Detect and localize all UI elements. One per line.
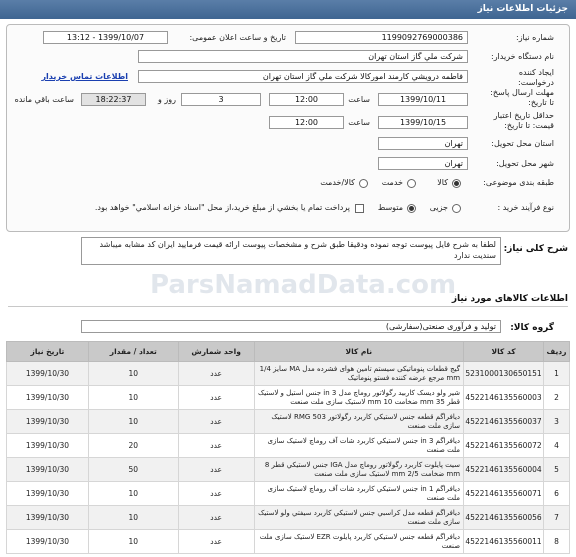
cell-name: گیج قطعات پنوماتیکی سیستم تامین هوای فشرده مدل MA سایز 1/4 mm مرجع عرضه کننده فستو پنوماتیک (254, 362, 463, 386)
cell-quantity: 10 (88, 506, 178, 530)
table-row (7, 362, 570, 386)
cell-code: 4522146135560011 (464, 530, 544, 554)
process-label: نوع فرآیند خرید : (497, 203, 554, 212)
city-field[interactable]: تهران (378, 157, 468, 170)
deadline-time-field[interactable]: 12:00 (269, 93, 344, 106)
validity-time-field[interactable]: 12:00 (269, 116, 344, 129)
col-quantity: تعداد / مقدار (88, 342, 178, 362)
col-code: کد کالا (464, 342, 544, 362)
announce-field[interactable]: 1399/10/07 - 13:12 (43, 31, 168, 44)
col-date: تاریخ نیاز (7, 342, 89, 362)
cell-quantity: 10 (88, 362, 178, 386)
need-number-field[interactable]: 1199092769000386 (295, 31, 468, 44)
cell-name: شیر ولو دیسک کاربید رگولاتور روماچ مدل 3 in جنس استیل و لاستیک قطر 35 mm ضخامت 10 mm لاستیک سازی ملت صنعت (254, 386, 463, 410)
category-option-goods-service: کالا/خدمت (320, 178, 355, 187)
buyer-contact-link[interactable]: اطلاعات تماس خریدار (41, 72, 128, 81)
goods-table-header (7, 342, 570, 362)
validity-date-field[interactable]: 1399/10/15 (378, 116, 468, 129)
cell-code: 5231000130650151 (464, 362, 544, 386)
deadline-date-field[interactable]: 1399/10/11 (378, 93, 468, 106)
cell-date: 1399/10/30 (7, 506, 89, 530)
cell-row: 4 (544, 434, 570, 458)
cell-code: 4522146135560003 (464, 386, 544, 410)
days-field[interactable]: 3 (181, 93, 261, 106)
treasury-checkbox[interactable] (355, 204, 364, 213)
cell-row: 3 (544, 410, 570, 434)
deadline-time-label: ساعت (348, 95, 370, 104)
cell-unit: عدد (178, 386, 254, 410)
cell-code: 4522146135560072 (464, 434, 544, 458)
remaining-label: ساعت باقي مانده (14, 95, 74, 104)
cell-code: 4522146135560004 (464, 458, 544, 482)
category-radio-service[interactable] (407, 179, 416, 188)
cell-row: 7 (544, 506, 570, 530)
cell-unit: عدد (178, 506, 254, 530)
province-field[interactable]: تهران (378, 137, 468, 150)
cell-quantity: 20 (88, 434, 178, 458)
table-row (7, 386, 570, 410)
description-field[interactable]: لطفا به شرح فایل پیوست توجه نموده ودقیقا طبق شرح و مشخصات پیوست ارائه قیمت فرمایید ایران کد مشابه میباشد سندیت ندارد (81, 237, 501, 265)
col-row: ردیف (544, 342, 570, 362)
cell-name: دیافراگم 3 in جنس لاستیکي کاربرد شات آف روماچ لاستیک سازی ملت صنعت (254, 434, 463, 458)
cell-row: 6 (544, 482, 570, 506)
validity-time-label: ساعت (348, 118, 370, 127)
need-number-label: شماره نیاز: (516, 33, 554, 42)
cell-row: 5 (544, 458, 570, 482)
remaining-time-field: 18:22:37 (81, 93, 146, 106)
cell-row: 8 (544, 530, 570, 554)
cell-unit: عدد (178, 530, 254, 554)
table-row (7, 458, 570, 482)
cell-name: دیافراگم قطعه مدل کراسبي جنس لاستیکي کاربرد سیفتي ولو لاستیک سازی ملت صنعت (254, 506, 463, 530)
buyer-field[interactable]: شرکت ملي گاز استان تهران (138, 50, 468, 63)
cell-name: دیافراگم قطعه جنس لاستیکي کاربرد رگولاتور RMG 503 لاستیک سازی ملت صنعت (254, 410, 463, 434)
cell-date: 1399/10/30 (7, 362, 89, 386)
goods-table (6, 341, 570, 554)
col-name: نام کالا (254, 342, 463, 362)
cell-quantity: 10 (88, 530, 178, 554)
cell-quantity: 10 (88, 410, 178, 434)
goods-group-field[interactable]: تولید و فرآوری صنعتی(سفارشی) (81, 320, 501, 333)
process-radio-minor[interactable] (452, 204, 461, 213)
cell-code: 4522146135560056 (464, 506, 544, 530)
city-label: شهر محل تحویل: (496, 159, 554, 168)
cell-quantity: 10 (88, 482, 178, 506)
goods-group-label: گروه کالا: (510, 323, 554, 333)
table-row (7, 506, 570, 530)
cell-code: 4522146135560071 (464, 482, 544, 506)
category-radio-goods[interactable] (452, 179, 461, 188)
description-label: شرح کلی نیاز: (503, 244, 568, 254)
cell-unit: عدد (178, 434, 254, 458)
process-option-medium: متوسط (377, 203, 403, 212)
buyer-label: نام دستگاه خریدار: (491, 52, 554, 61)
province-label: استان محل تحویل: (491, 139, 554, 148)
deadline-label: مهلت ارسال پاسخ: تا تاریخ: (490, 88, 554, 107)
cell-date: 1399/10/30 (7, 386, 89, 410)
treasury-text: پرداخت تمام یا بخشي از مبلغ خرید،از محل "اسناد خزانه اسلامي" خواهد بود. (94, 203, 350, 212)
section-divider (8, 306, 568, 307)
cell-unit: عدد (178, 362, 254, 386)
cell-unit: عدد (178, 482, 254, 506)
announce-label: تاریخ و ساعت اعلان عمومی: (189, 33, 286, 42)
watermark: ParsNamadData.com (150, 270, 457, 300)
table-row (7, 530, 570, 554)
page-title: جزئیات اطلاعات نیاز (477, 4, 568, 14)
cell-date: 1399/10/30 (7, 530, 89, 554)
table-row (7, 482, 570, 506)
category-option-goods: کالا (437, 178, 448, 187)
goods-section-title: اطلاعات کالاهای مورد نیاز (451, 294, 568, 304)
cell-name: دیافراگم 1 in جنس لاستیکي کاربرد شات آف روماچ لاستیک سازی ملت صنعت (254, 482, 463, 506)
creator-field[interactable]: فاطمه درویشي کارمند امورکالا شرکت ملي گاز استان تهران (138, 70, 468, 83)
col-unit: واحد شمارش (178, 342, 254, 362)
creator-label: ایجاد کننده درخواست: (518, 68, 554, 87)
category-label: طبقه بندی موضوعی: (483, 178, 554, 187)
cell-unit: عدد (178, 458, 254, 482)
cell-quantity: 50 (88, 458, 178, 482)
process-radio-medium[interactable] (407, 204, 416, 213)
table-row (7, 410, 570, 434)
category-option-service: خدمت (381, 178, 403, 187)
validity-label: حداقل تاریخ اعتبار قیمت: تا تاریخ: (493, 111, 554, 130)
cell-date: 1399/10/30 (7, 458, 89, 482)
cell-name: دیافراگم قطعه جنس لاستیکي کاربرد پایلوت EZR لاستیک سازی ملت صنعت (254, 530, 463, 554)
cell-quantity: 10 (88, 386, 178, 410)
page-header (0, 0, 576, 19)
cell-unit: عدد (178, 410, 254, 434)
cell-date: 1399/10/30 (7, 434, 89, 458)
table-row (7, 434, 570, 458)
cell-name: سیت پایلوت کاربرد رگولاتور روماچ مدل IGA جنس لاستیکي قطر 8 mm ضخامت 2/5 mm لاستیک سازی ملت صنعت (254, 458, 463, 482)
cell-code: 4522146135560037 (464, 410, 544, 434)
process-option-minor: جزیی (429, 203, 448, 212)
cell-date: 1399/10/30 (7, 410, 89, 434)
cell-row: 2 (544, 386, 570, 410)
cell-date: 1399/10/30 (7, 482, 89, 506)
cell-row: 1 (544, 362, 570, 386)
category-radio-goods-service[interactable] (359, 179, 368, 188)
days-label: روز و (158, 95, 176, 104)
